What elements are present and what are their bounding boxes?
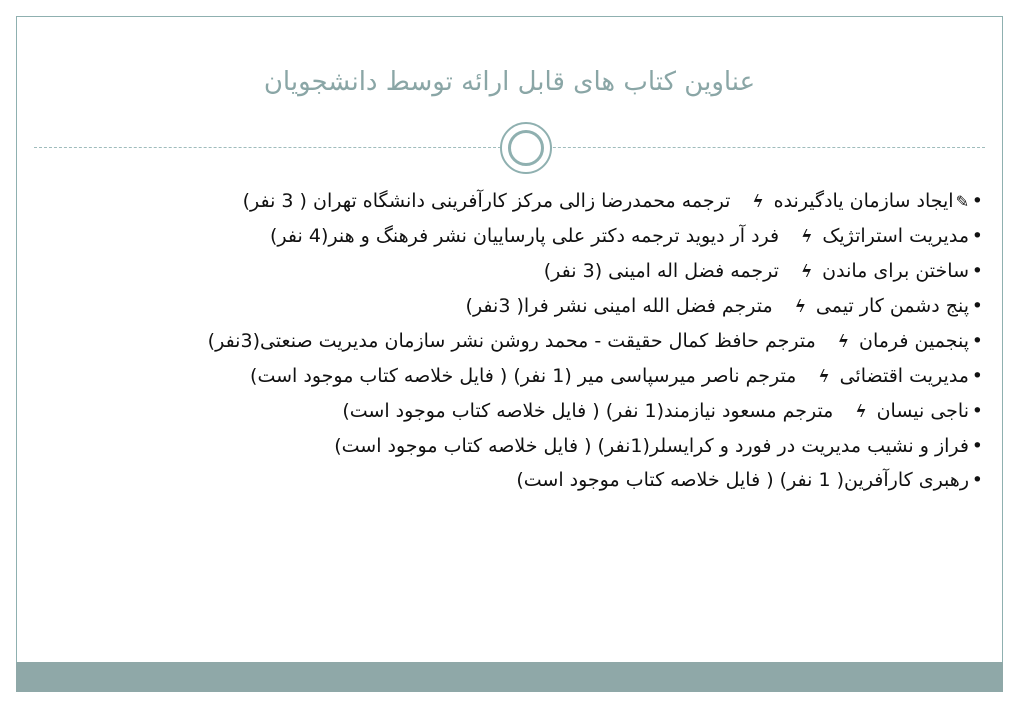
footer-bar <box>16 662 1003 692</box>
book-title: فراز و نشیب مدیریت در فورد و کرایسلر(1نفر) ( فایل خلاصه کتاب موجود است) <box>334 435 969 457</box>
separator-icon: ϟ <box>800 262 813 282</box>
slide-title: عناوین کتاب های قابل ارائه توسط دانشجویان <box>263 67 756 97</box>
separator-icon: ϟ <box>818 367 830 387</box>
list-item <box>40 184 983 219</box>
separator-icon: ϟ <box>801 227 813 247</box>
list-item <box>40 463 983 497</box>
book-detail: مترجم مسعود نیازمند(1 نفر) ( فایل خلاصه کتاب موجود است) <box>342 400 834 422</box>
book-title: ایجاد سازمان یادگیرنده <box>773 190 954 212</box>
book-detail: مترجم فضل الله امینی نشر فرا( 3نفر) <box>465 295 773 317</box>
pen-icon: ✎ <box>955 192 969 211</box>
book-detail: ترجمه محمدرضا زالی مرکز کارآفرینی دانشگاه تهران ( 3 نفر) <box>242 190 731 212</box>
list-item <box>40 359 983 394</box>
book-detail: فرد آر دیوید ترجمه دکتر علی پارساییان نشر فرهنگ و هنر(4 نفر) <box>270 225 780 247</box>
circle-ornament-icon <box>500 122 552 174</box>
book-title: ناجی نیسان <box>876 400 969 422</box>
book-title: پنجمین فرمان <box>859 330 969 352</box>
book-title: ساختن برای ماندن <box>822 260 969 282</box>
book-title: پنج دشمن کار تیمی <box>815 295 969 317</box>
book-title: مدیریت اقتضائی <box>839 365 969 387</box>
book-detail: مترجم ناصر میرسپاسی میر (1 نفر) ( فایل خلاصه کتاب موجود است) <box>250 365 797 387</box>
separator-icon: ϟ <box>752 192 764 212</box>
book-detail: مترجم حافظ کمال حقیقت - محمد روشن نشر سازمان مدیریت صنعتی(3نفر) <box>207 330 816 352</box>
book-title: مدیریت استراتژیک <box>822 225 969 247</box>
list-item <box>40 324 983 359</box>
separator-icon: ϟ <box>794 297 806 317</box>
book-detail: ترجمه فضل اله امینی (3 نفر) <box>543 260 779 282</box>
book-list <box>40 184 983 497</box>
list-item <box>40 429 983 463</box>
list-item <box>40 254 983 289</box>
list-item <box>40 219 983 254</box>
list-item <box>40 394 983 429</box>
list-item <box>40 289 983 324</box>
separator-icon: ϟ <box>837 332 849 352</box>
book-title: رهبری کارآفرین( 1 نفر) ( فایل خلاصه کتاب موجود است) <box>516 469 969 491</box>
circle-ornament-inner <box>508 130 544 166</box>
separator-icon: ϟ <box>855 402 867 422</box>
